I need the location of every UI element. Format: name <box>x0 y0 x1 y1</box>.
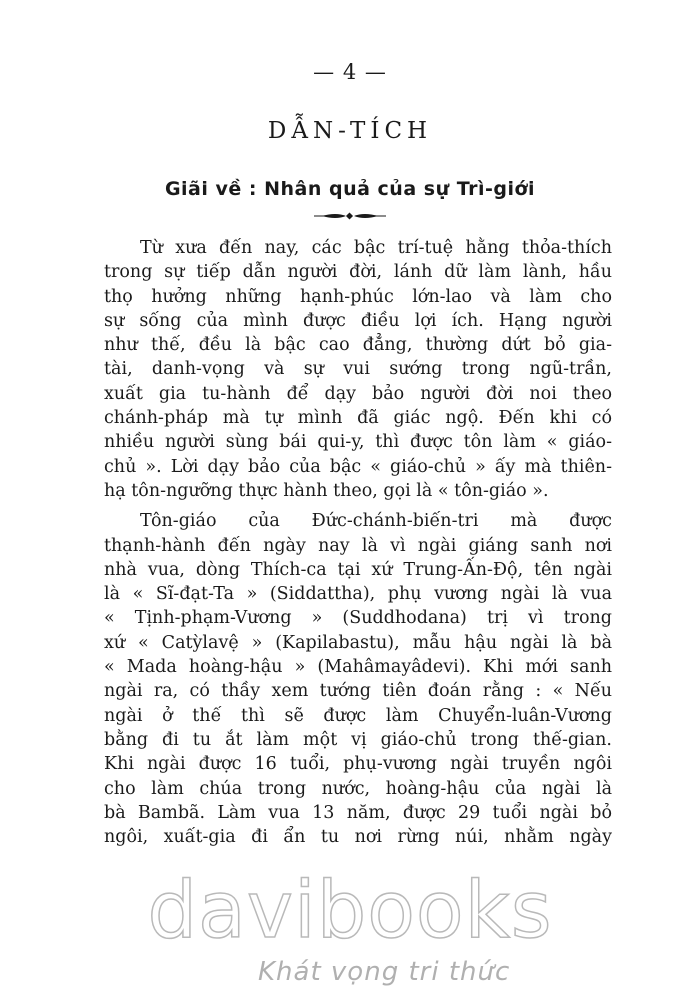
text-line: Khi ngài được 16 tuổi, phụ-vương ngài truyền ngôi <box>104 754 612 775</box>
text-line: xuất gia tu-hành để dạy bảo người đời noi theo <box>104 383 612 404</box>
paragraph <box>104 509 612 849</box>
text-line: chủ ». Lời dạy bảo của bậc « giáo-chủ » ấy mà thiên- <box>104 456 612 477</box>
section-subtitle: Giãi về : Nhân quả của sự Trì-giới <box>164 178 536 200</box>
text-line: nhà vua, dòng Thích-ca tại xứ Trung-Ấn-Độ, tên ngài <box>104 559 612 580</box>
text-line: Tôn-giáo của Đức-chánh-biến-tri mà được <box>140 511 612 532</box>
text-line: cho làm chúa trong nước, hoàng-hậu của ngài là <box>104 778 612 799</box>
text-line: chánh-pháp mà tự mình đã giác ngộ. Đến khi có <box>104 408 612 429</box>
text-line: trong sự tiếp dẫn người đời, lánh dữ làm lành, hầu <box>104 262 612 283</box>
watermark-logo: davibooks <box>147 866 553 956</box>
ornament-divider-icon <box>300 210 400 222</box>
text-line: thạnh-hành đến ngày nay là vì ngài giáng sanh nơi <box>104 535 612 556</box>
text-line: xứ « Catỳlavệ » (Kapilabastu), mẫu hậu ngài là bà <box>104 632 612 653</box>
text-line: ngôi, xuất-gia đi ẩn tu nơi rừng núi, nhằm ngày <box>104 827 612 848</box>
text-line: bằng đi tu ắt làm một vị giáo-chủ trong thế-gian. <box>104 729 612 750</box>
text-line: như thế, đều là bậc cao đẳng, thường dứt bỏ gia- <box>104 335 612 356</box>
text-line: ngài ở thế thì sẽ được làm Chuyển-luân-Vương <box>104 705 612 726</box>
text-line: hạ tôn-ngưỡng thực hành theo, gọi là « tôn-giáo ». <box>104 480 549 501</box>
text-line: bà Bambã. Làm vua 13 năm, được 29 tuổi ngài bỏ <box>104 802 612 823</box>
paragraph <box>104 236 612 503</box>
chapter-title: DẪN-TÍCH <box>267 118 433 144</box>
text-line: tài, danh-vọng và sự vui sướng trong ngũ-trần, <box>104 359 612 380</box>
text-line: Từ xưa đến nay, các bậc trí-tuệ hằng thỏa-thích <box>140 238 612 258</box>
text-line: ngài ra, có thầy xem tướng tiên đoán rằng : « Nếu <box>104 681 612 702</box>
text-line: sự sống của mình được điều lợi ích. Hạng người <box>104 310 612 331</box>
watermark-tagline: Khát vọng tri thức <box>258 957 511 987</box>
text-line: thọ hưởng những hạnh-phúc lớn-lao và làm cho <box>104 286 612 307</box>
text-line: « Mada hoàng-hậu » (Mahâmayâdevi). Khi mới sanh <box>104 657 612 678</box>
body-text <box>104 236 612 849</box>
text-line: là « Sĩ-đạt-Ta » (Siddattha), phụ vương ngài là vua <box>104 584 612 605</box>
text-line: nhiều người sùng bái qui-y, thì được tôn làm « giáo- <box>104 432 612 453</box>
text-line: « Tịnh-phạm-Vương » (Suddhodana) trị vì trong <box>104 608 612 629</box>
page-number: — 4 — <box>313 60 387 84</box>
